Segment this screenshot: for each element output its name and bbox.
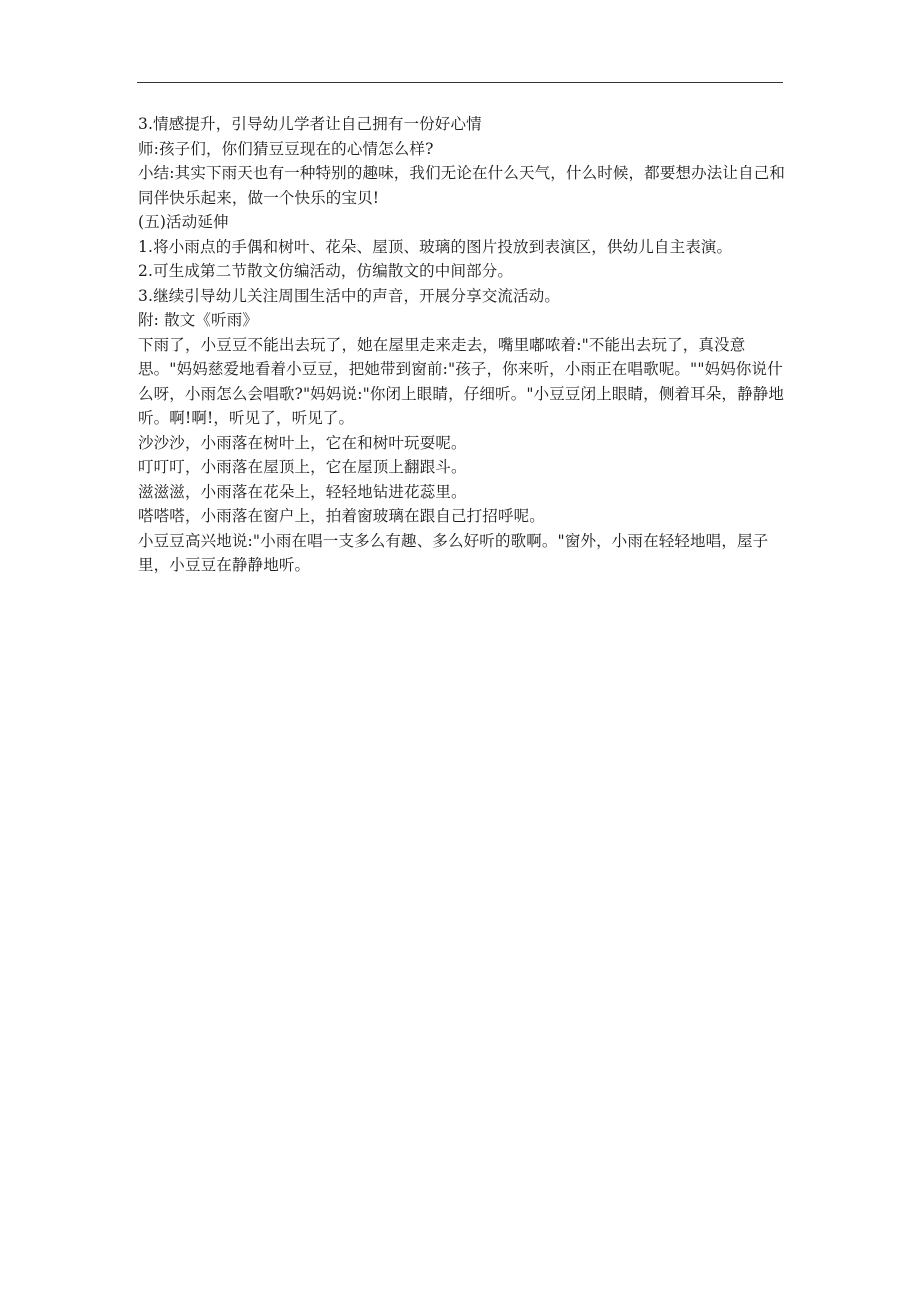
appendix-title: 附: 散文《听雨》 xyxy=(138,311,258,329)
paragraph-emotion-step: 3.情感提升，引导幼儿学者让自己拥有一份好心情 xyxy=(138,115,482,133)
paragraph-extension-1: 1.将小雨点的手偶和树叶、花朵、屋顶、玻璃的图片投放到表演区，供幼儿自主表演。 xyxy=(138,237,733,256)
header-divider xyxy=(137,82,783,83)
paragraph-extension-2: 2.可生成第二节散文仿编活动，仿编散文的中间部分。 xyxy=(138,262,514,280)
paragraph-summary: 小结:其实下雨天也有一种特别的趣味，我们无论在什么天气，什么时候，都要想办法让自己和同伴快乐起来，做一个快乐的宝贝! xyxy=(138,164,786,207)
section-heading-extension: (五)活动延伸 xyxy=(138,213,229,231)
document-body xyxy=(138,112,786,578)
paragraph-extension-3: 3.继续引导幼儿关注周围生活中的声音，开展分享交流活动。 xyxy=(138,286,560,305)
prose-line-flowers: 滋滋滋，小雨落在花朵上，轻轻地钻进花蕊里。 xyxy=(138,482,467,501)
prose-line-leaves: 沙沙沙，小雨落在树叶上，它在和树叶玩耍呢。 xyxy=(138,433,467,452)
prose-line-window: 嗒嗒嗒，小雨落在窗户上，拍着窗玻璃在跟自己打招呼呢。 xyxy=(138,507,545,525)
prose-paragraph-intro: 下雨了，小豆豆不能出去玩了，她在屋里走来走去，嘴里嘟哝着:"不能出去玩了，真没意思。"妈妈慈爱地看着小豆豆，把她带到窗前:"孩子，你来听，小雨正在唱歌呢。""妈妈你说什么呀，小雨怎么会唱歌?"妈妈说:"你闭上眼睛，仔细听。"小豆豆闭上眼睛，侧着耳朵，静静地听。啊!啊!，听见了，听见了。 xyxy=(138,335,785,427)
prose-line-roof: 叮叮叮，小雨落在屋顶上，它在屋顶上翻跟斗。 xyxy=(138,458,467,476)
prose-paragraph-ending: 小豆豆高兴地说:"小雨在唱一支多么有趣、多么好听的歌啊。"窗外，小雨在轻轻地唱，屋子里，小豆豆在静静地听。 xyxy=(138,531,769,574)
paragraph-teacher-question: 师:孩子们，你们猜豆豆现在的心情怎么样? xyxy=(138,139,434,158)
